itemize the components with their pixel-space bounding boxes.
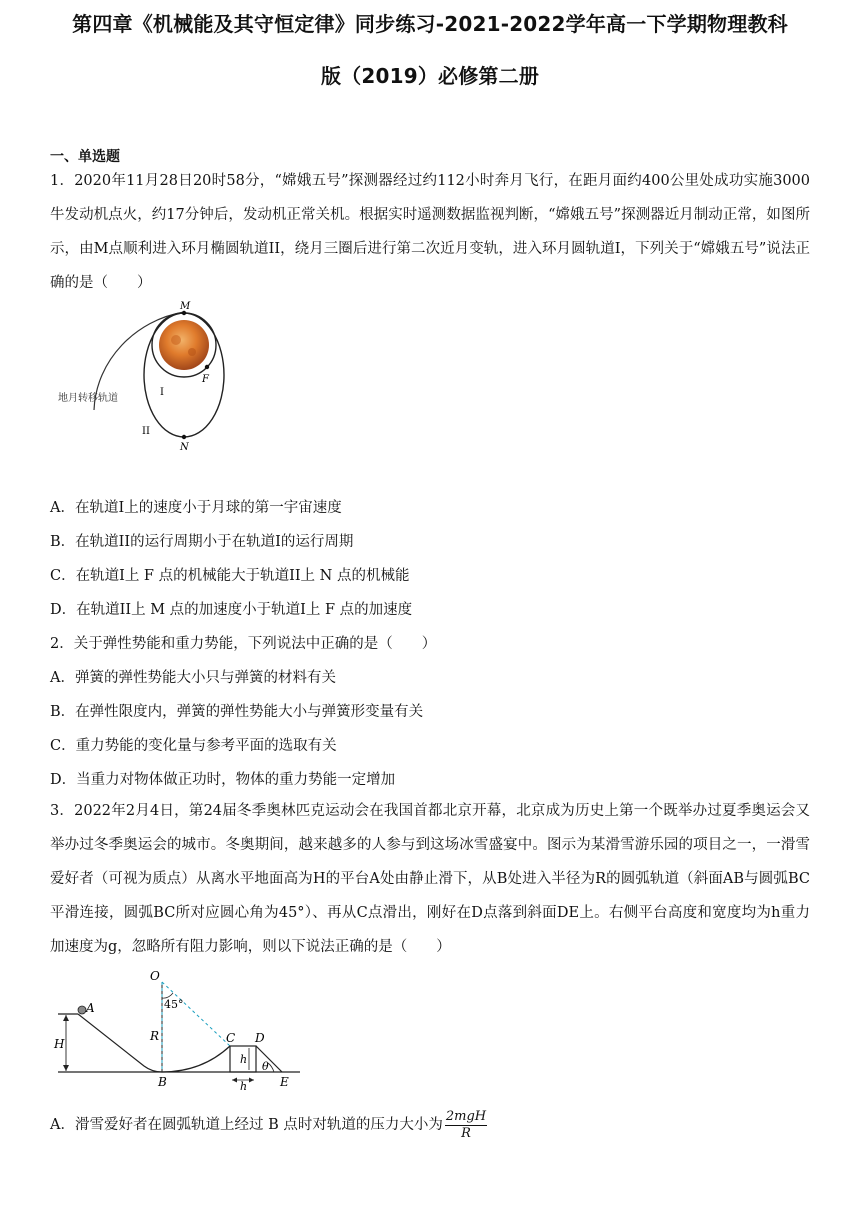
arc-bc: [162, 1046, 230, 1072]
radius-oc: [162, 982, 230, 1046]
label-e: E: [280, 1075, 289, 1089]
label-orbit-i: I: [160, 387, 164, 398]
label-h-vertical: h: [240, 1053, 248, 1066]
question-1-text: 1．2020年11月28日20时58分，“嫦娥五号”探测器经过约112小时奔月飞行，在距月面约400公里处成功实施3000牛发动机点火，约17分钟后，发动机正常关机。根据实时遥测数据监视判断，“嫦娥五号”探测器近月制动正常，如图所示，由M点顺利进入环月椭圆轨道II，绕月三圈后进行第二次近月变轨，进入环月圆轨道I，下列关于“嫦娥五号”说法正确的是（ ）: [50, 173, 810, 291]
question-3-text: 3．2022年2月4日，第24届冬季奥林匹克运动会在我国首都北京开幕，北京成为历史上第一个既举办过夏季奥运会又举办过冬季奥运会的城市。冬奥期间，越来越多的人参与到这场冰雪盛宴中。图示为某滑雪游乐园的项目之一，一滑雪爱好者（可视为质点）从离水平地面高为H的平台A处由静止滑下，从B处进入半径为R的圆弧轨道（斜面AB与圆弧BC平滑连接，圆弧BC所对应圆心角为45°）、再从C点滑出，刚好在D点落到斜面DE上。右侧平台高度和宽度均为h重力加速度为g，忽略所有阻力影响，则以下说法正确的是（ ）: [50, 803, 810, 955]
q2-option-d: D．当重力对物体做正功时，物体的重力势能一定增加: [50, 772, 396, 788]
page-title-line2: 版（2019）必修第二册: [320, 64, 540, 88]
label-b: B: [158, 1075, 167, 1089]
point-n: [182, 435, 186, 439]
slope-de: [256, 1046, 282, 1072]
label-d: D: [255, 1031, 265, 1045]
q1-option-a: A．在轨道I上的速度小于月球的第一宇宙速度: [50, 500, 342, 516]
label-r: R: [150, 1029, 160, 1043]
moon: [159, 320, 209, 370]
label-n: N: [180, 442, 189, 453]
point-f: [205, 365, 209, 369]
label-o: O: [150, 969, 160, 983]
ski-track-diagram: [52, 962, 314, 1090]
q3-option-a-text: A．滑雪爱好者在圆弧轨道上经过 B 点时对轨道的压力大小为: [50, 1117, 443, 1133]
label-h-big: H: [54, 1037, 65, 1051]
label-h-horizontal: h: [240, 1080, 248, 1090]
section-heading: 一、单选题: [50, 149, 120, 165]
slope-ab: [78, 1014, 162, 1072]
label-transfer-orbit: 地月转移轨道: [58, 393, 118, 404]
question-2-text: 2．关于弹性势能和重力势能，下列说法中正确的是（ ）: [50, 636, 437, 652]
q1-option-b: B．在轨道II的运行周期小于在轨道I的运行周期: [50, 534, 354, 550]
q1-option-c: C．在轨道I上 F 点的机械能大于轨道II上 N 点的机械能: [50, 568, 410, 584]
q1-option-d: D．在轨道II上 M 点的加速度小于轨道I上 F 点的加速度: [50, 602, 413, 618]
label-c: C: [226, 1031, 236, 1045]
q2-option-b: B．在弹性限度内，弹簧的弹性势能大小与弹簧形变量有关: [50, 704, 424, 720]
label-angle-45: 45°: [164, 998, 184, 1011]
q3-option-a: [50, 1108, 810, 1142]
fraction-denominator: R: [461, 1125, 471, 1141]
page-title-line1: 第四章《机械能及其守恒定律》同步练习-2021-2022学年高一下学期物理教科: [72, 12, 788, 36]
q2-option-a: A．弹簧的弹性势能大小只与弹簧的材料有关: [50, 670, 336, 686]
skier: [78, 1006, 86, 1014]
orbit-diagram: [56, 300, 256, 460]
label-orbit-ii: II: [142, 426, 150, 437]
label-theta: θ: [262, 1060, 269, 1073]
label-f: F: [202, 374, 209, 385]
label-a: A: [86, 1001, 95, 1015]
q2-option-c: C．重力势能的变化量与参考平面的选取有关: [50, 738, 337, 754]
fraction-numerator: 2mgH: [445, 1108, 487, 1124]
label-m: M: [180, 301, 191, 312]
q3-option-a-fraction: [445, 1109, 487, 1142]
